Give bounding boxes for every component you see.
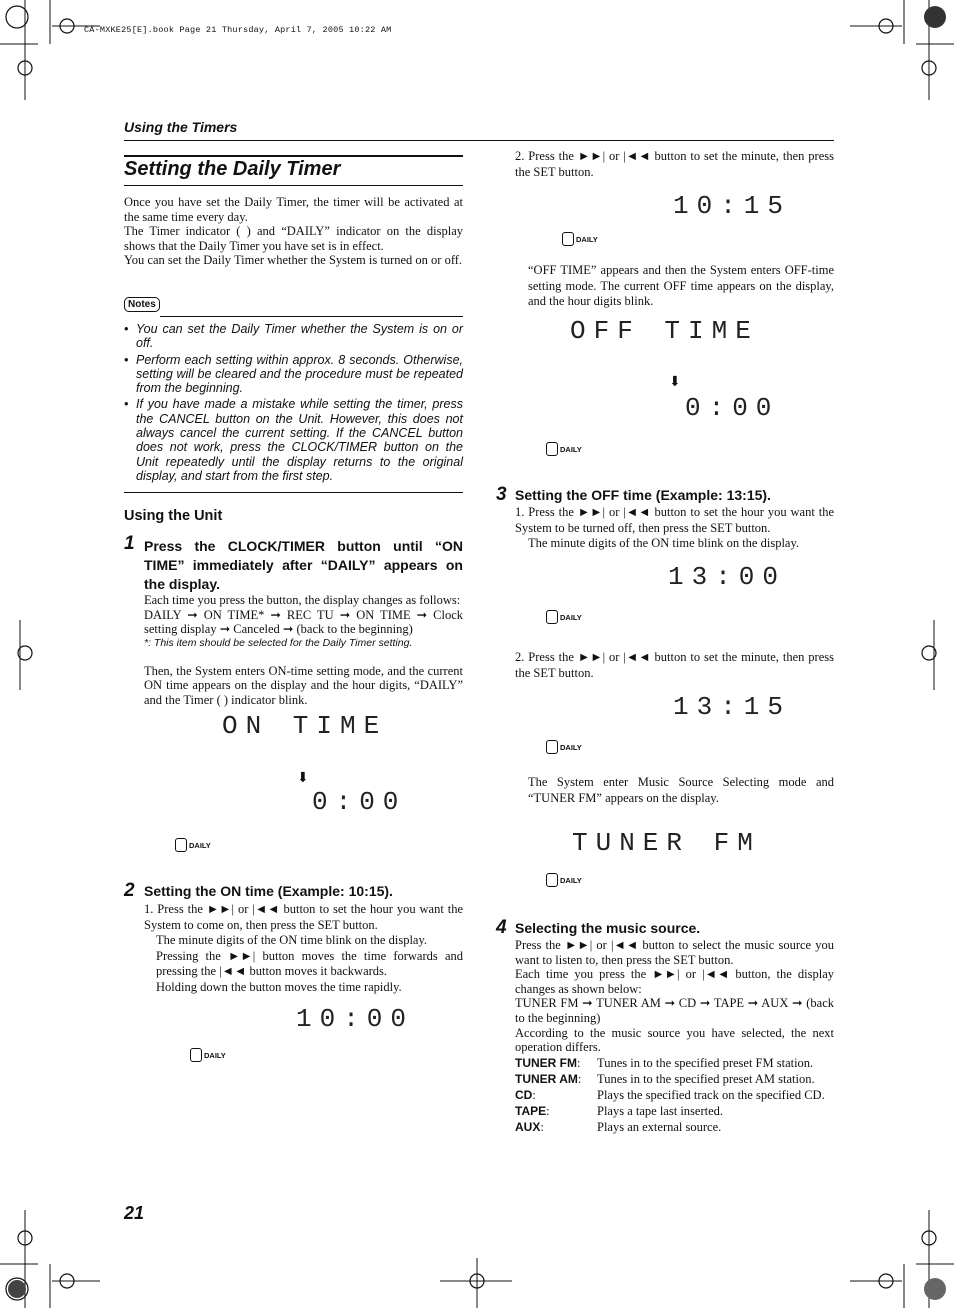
step3-body bbox=[515, 505, 834, 552]
daily-indicator bbox=[546, 740, 582, 754]
daily-indicator bbox=[546, 873, 582, 887]
daily-label: DAILY bbox=[189, 840, 211, 850]
step-text: Holding down the button moves the time rapidly. bbox=[156, 979, 402, 994]
daily-label: DAILY bbox=[204, 1050, 226, 1060]
footnote: *: This item should be selected for the Daily Timer setting. bbox=[144, 636, 413, 649]
source-desc: Tunes in to the specified preset AM station. bbox=[597, 1072, 815, 1086]
timer-icon bbox=[546, 740, 558, 754]
lcd-display: OFF TIME bbox=[570, 316, 759, 346]
daily-label: DAILY bbox=[560, 444, 582, 454]
step-text: Pressing the ►►| button moves the time forwards and pressing the |◄◄ button moves it backwards. bbox=[156, 948, 463, 978]
step-text: Then, the System enters ON-time setting mode, and the current ON time appears on the display and the hour digits, “DAILY” and the Timer ( ) indicator blink. bbox=[144, 663, 463, 707]
step-text: According to the music source you have selected, the next operation differs. bbox=[515, 1025, 834, 1055]
print-file-header: CA-MXKE25[E].book Page 21 Thursday, April 7, 2005 10:22 AM bbox=[84, 25, 392, 35]
table-row bbox=[515, 1087, 834, 1103]
step-text: Press the ►►| or |◄◄ button to select the music source you want to listen to, then press the SET button. bbox=[515, 938, 834, 967]
daily-indicator bbox=[190, 1048, 226, 1062]
table-row bbox=[515, 1119, 834, 1135]
timer-icon bbox=[546, 610, 558, 624]
notes-rule-top bbox=[160, 316, 463, 317]
source-name: AUX: bbox=[515, 1120, 544, 1134]
step-text: The minute digits of the ON time blink on the display. bbox=[528, 536, 800, 550]
timer-icon bbox=[546, 442, 558, 456]
daily-label: DAILY bbox=[560, 742, 582, 752]
source-desc: Plays an external source. bbox=[597, 1120, 722, 1134]
step-text: DAILY ➞ ON TIME* ➞ REC TU ➞ ON TIME ➞ Clock setting display ➞ Canceled ➞ (back to the beginning) bbox=[144, 607, 463, 637]
source-table bbox=[515, 1055, 834, 1135]
daily-label: DAILY bbox=[560, 875, 582, 885]
timer-icon bbox=[562, 232, 574, 246]
daily-label: DAILY bbox=[560, 612, 582, 622]
header-rule bbox=[124, 140, 834, 141]
daily-label: DAILY bbox=[576, 234, 598, 244]
step1-body bbox=[144, 593, 463, 708]
note-text: Perform each setting within approx. 8 seconds. Otherwise, setting will be cleared and the procedure must be repeated from the beginning. bbox=[136, 352, 463, 396]
source-name: TUNER FM: bbox=[515, 1056, 581, 1070]
step-title: Setting the OFF time (Example: 13:15). bbox=[515, 487, 771, 503]
lcd-display: 0:00 bbox=[685, 393, 780, 423]
step2-offtime-text bbox=[528, 263, 834, 310]
daily-indicator bbox=[562, 232, 598, 246]
step-number: 3 bbox=[496, 484, 507, 505]
step-title: Press the CLOCK/TIMER button until “ON TIME” immediately after “DAILY” appears on the display. bbox=[144, 538, 463, 592]
arrow-down-icon: ⬇ bbox=[297, 771, 309, 786]
step2-body bbox=[144, 902, 463, 995]
notes-list bbox=[124, 322, 463, 483]
table-row bbox=[515, 1055, 834, 1071]
step-text: The System enter Music Source Selecting mode and “TUNER FM” appears on the display. bbox=[528, 775, 834, 805]
table-row bbox=[515, 1071, 834, 1087]
step-text: Each time you press the ►►| or |◄◄ button, the display changes as shown below: bbox=[515, 967, 834, 996]
timer-icon bbox=[175, 838, 187, 852]
source-desc: Tunes in to the specified preset FM station. bbox=[597, 1056, 814, 1070]
step-number: 1 bbox=[124, 533, 135, 554]
step-text: 1. Press the ►►| or |◄◄ button to set the hour you want the System to be turned off, then press the SET button. bbox=[515, 505, 834, 535]
step3-tuner-text bbox=[528, 775, 834, 806]
step3-continued bbox=[515, 650, 834, 681]
notes-rule-bottom bbox=[124, 492, 463, 493]
timer-icon bbox=[546, 873, 558, 887]
page-number: 21 bbox=[124, 1203, 145, 1223]
step-text: Each time you press the button, the display changes as follows: bbox=[144, 593, 461, 607]
intro-para-2: The Timer indicator ( ) and “DAILY” indicator on the display shows that the Daily Timer you have set is in effect. bbox=[124, 224, 463, 253]
daily-indicator bbox=[546, 442, 582, 456]
note-text: You can set the Daily Timer whether the System is on or off. bbox=[136, 322, 463, 351]
note-text: If you have made a mistake while setting the timer, press the CANCEL button on the Unit. However, this does not always cancel the current setting. If the CANCEL button does not work, press the CLOCK/TIMER button on the Unit repeatedly until the display returns to the original display, and start from the first step. bbox=[136, 397, 463, 483]
step4-body bbox=[515, 938, 834, 1055]
title-rule-bottom bbox=[124, 185, 463, 186]
title-rule-top bbox=[124, 155, 463, 157]
daily-indicator bbox=[546, 610, 582, 624]
step-number: 2 bbox=[124, 880, 135, 901]
timer-icon bbox=[190, 1048, 202, 1062]
notes-icon bbox=[124, 297, 160, 312]
step-number: 4 bbox=[496, 917, 507, 938]
step-text: The minute digits of the ON time blink on the display. bbox=[156, 933, 428, 947]
step-title: Selecting the music source. bbox=[515, 920, 701, 936]
source-name: TUNER AM: bbox=[515, 1072, 582, 1086]
notes-label: Notes bbox=[128, 299, 156, 310]
step-text: 2. Press the ►►| or |◄◄ button to set the minute, then press the SET button. bbox=[515, 149, 834, 179]
step-text: 2. Press the ►►| or |◄◄ button to set the minute, then press the SET button. bbox=[515, 650, 834, 680]
section-title: Setting the Daily Timer bbox=[124, 158, 341, 180]
lcd-display: 10:15 bbox=[673, 191, 792, 221]
intro bbox=[124, 195, 463, 268]
lcd-display: 13:15 bbox=[673, 692, 792, 722]
lcd-display: 0:00 bbox=[312, 787, 407, 817]
step-text: 1. Press the ►►| or |◄◄ button to set the hour you want the System to come on, then press the SET button. bbox=[144, 902, 463, 932]
note-item: • If you have made a mistake while setting the timer, press the CANCEL button on the Unit. However, this does not always cancel the current setting. If the CANCEL button does not work, press the CLOCK/TIMER button on the Unit repeatedly until the display returns to the original display, and start from the first step. bbox=[124, 397, 463, 483]
running-head: Using the Timers bbox=[124, 119, 238, 135]
lcd-display: 13:00 bbox=[668, 562, 787, 592]
step-text: “OFF TIME” appears and then the System enters OFF-time setting mode. The current OFF time appears on the display, and the hour digits blink. bbox=[528, 263, 834, 308]
lcd-display: 10:00 bbox=[296, 1004, 415, 1034]
source-desc: Plays a tape last inserted. bbox=[597, 1104, 724, 1118]
lcd-display: ON TIME bbox=[222, 711, 388, 741]
source-desc: Plays the specified track on the specified CD. bbox=[597, 1088, 825, 1102]
subsection-title: Using the Unit bbox=[124, 508, 223, 524]
step-title: Setting the ON time (Example: 10:15). bbox=[144, 883, 393, 899]
note-item: • Perform each setting within approx. 8 seconds. Otherwise, setting will be cleared and the procedure must be repeated from the beginning. bbox=[124, 352, 463, 396]
step2-continued bbox=[515, 149, 834, 180]
lcd-display: TUNER FM bbox=[572, 828, 761, 858]
intro-para-1: Once you have set the Daily Timer, the timer will be activated at the same time every day. bbox=[124, 195, 463, 224]
intro-para-3: You can set the Daily Timer whether the System is turned on or off. bbox=[124, 253, 463, 268]
note-item: • You can set the Daily Timer whether the System is on or off. bbox=[124, 322, 463, 351]
step-text: TUNER FM ➞ TUNER AM ➞ CD ➞ TAPE ➞ AUX ➞ (back to the beginning) bbox=[515, 996, 834, 1025]
table-row bbox=[515, 1103, 834, 1119]
daily-indicator bbox=[175, 838, 211, 852]
source-name: TAPE: bbox=[515, 1104, 550, 1118]
arrow-down-icon: ⬇ bbox=[669, 375, 681, 390]
source-name: CD: bbox=[515, 1088, 536, 1102]
